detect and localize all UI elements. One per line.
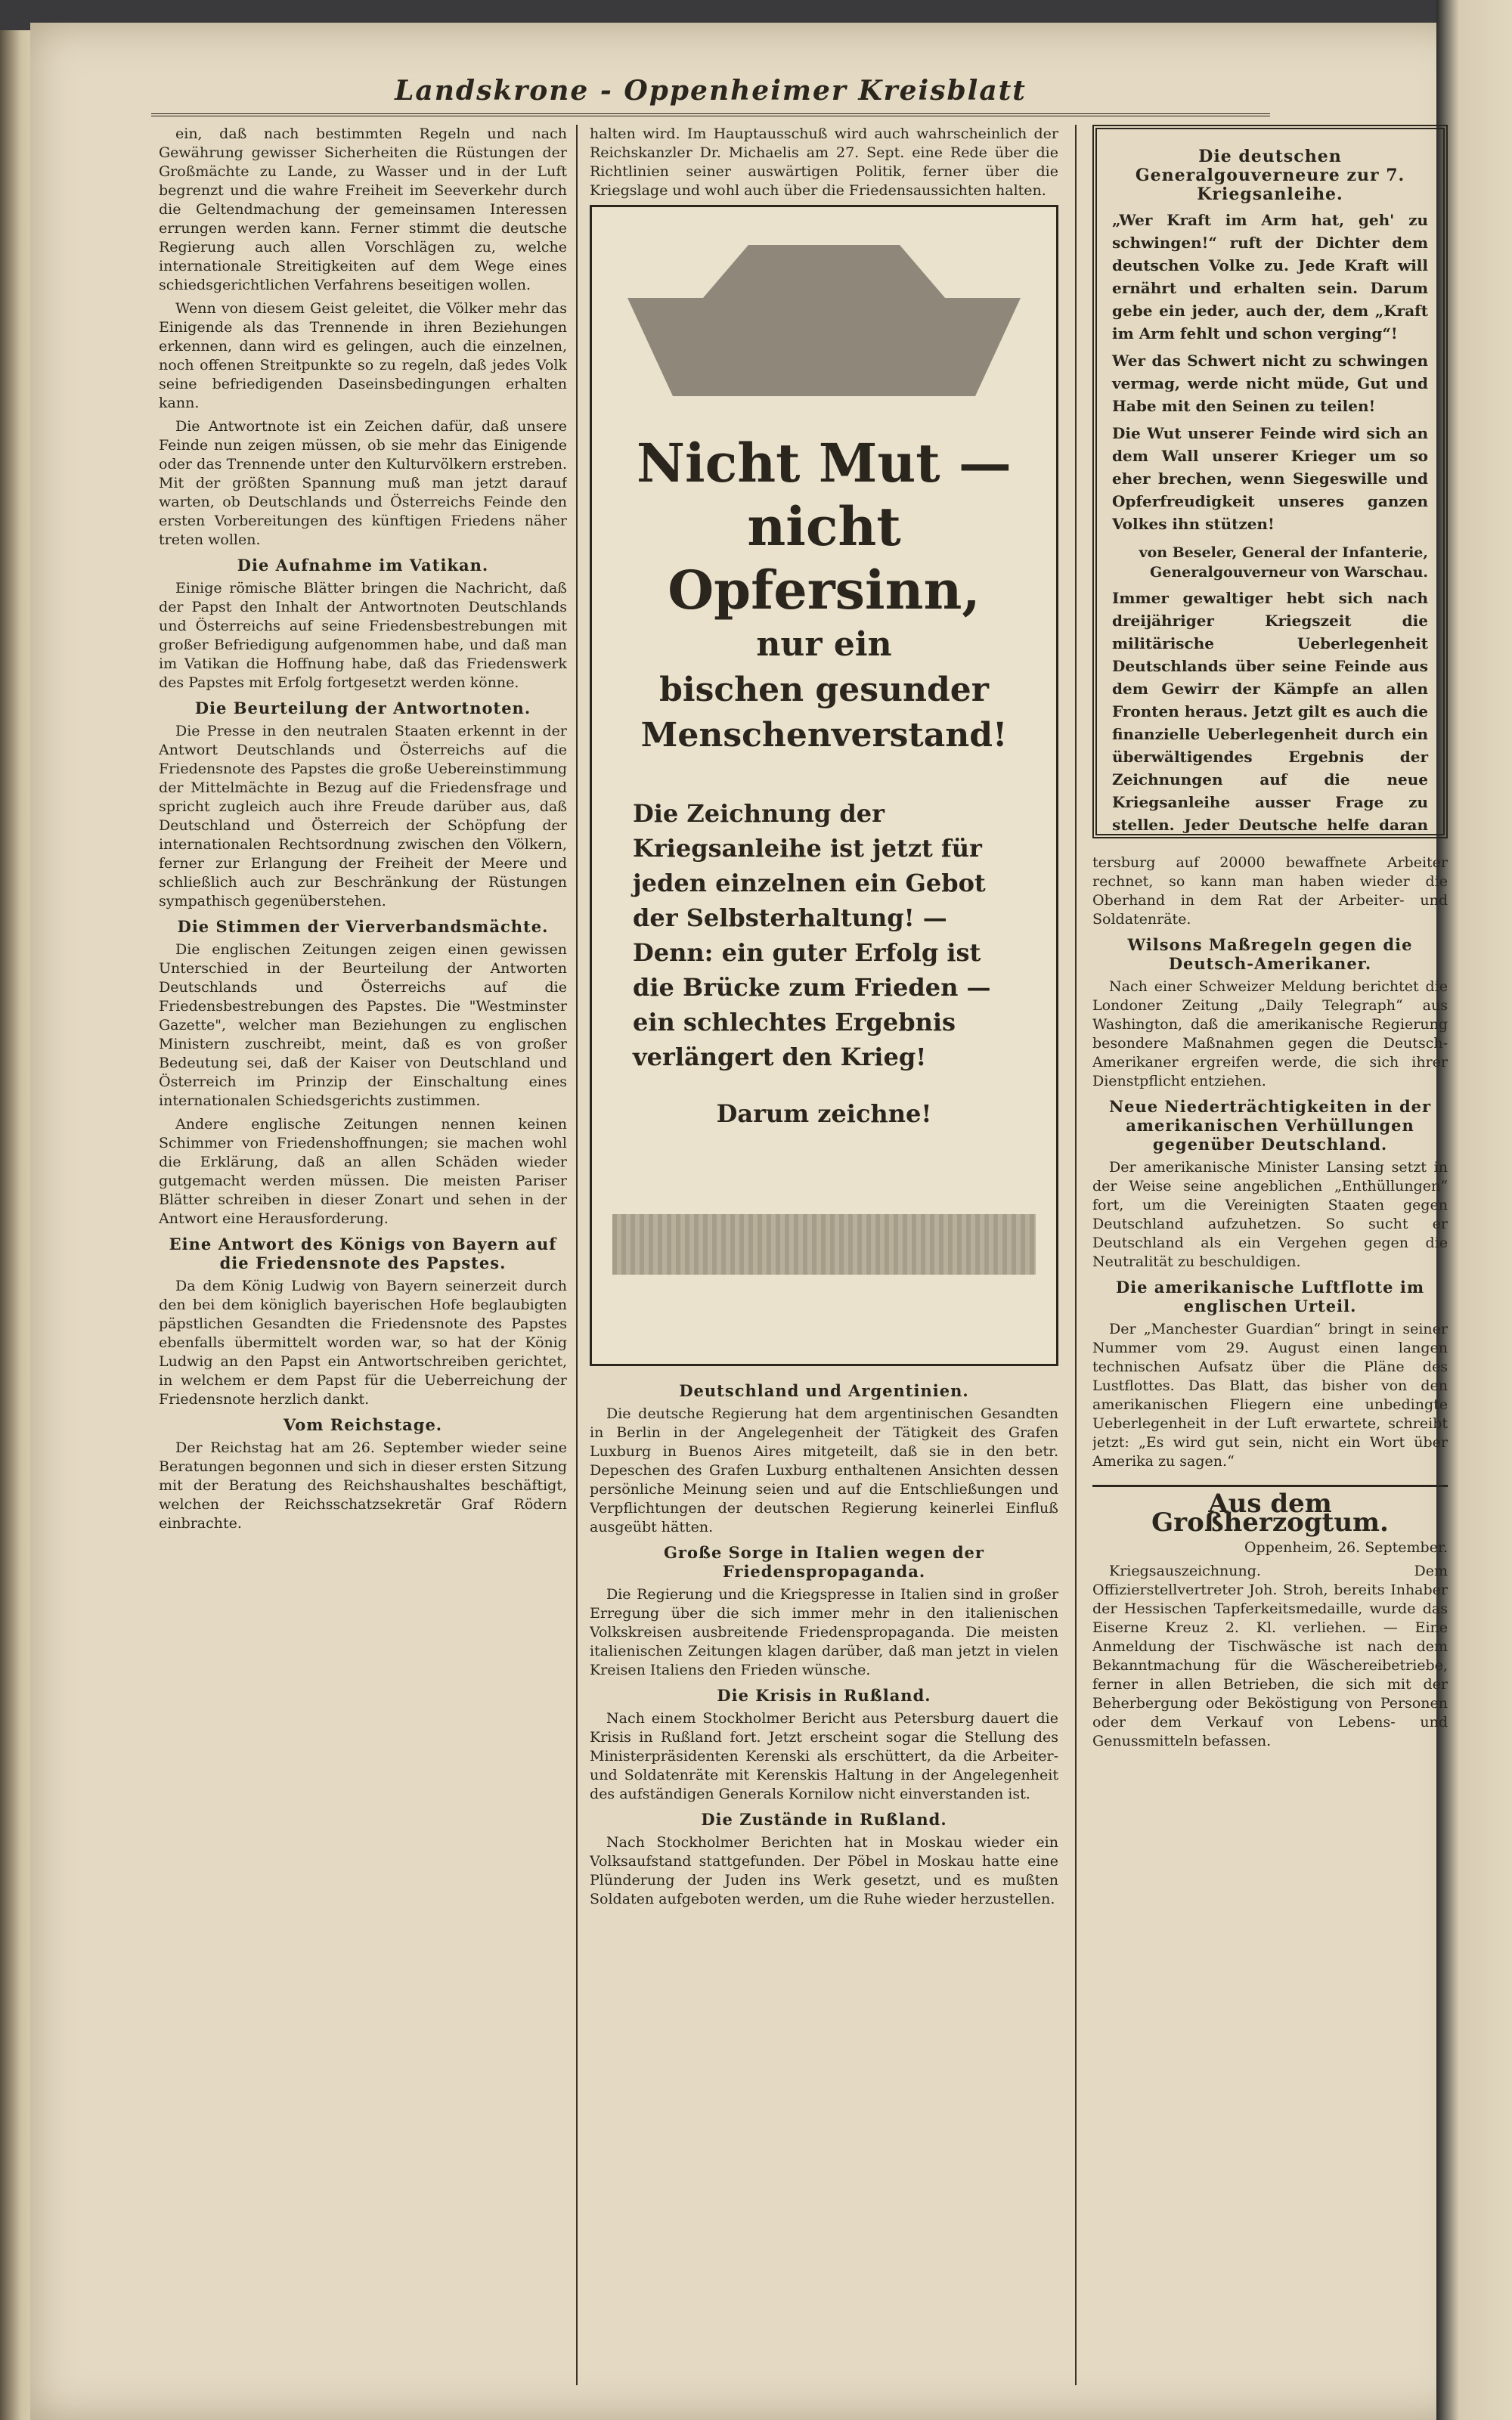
column-rule (1075, 125, 1077, 2385)
box-paragraph: Immer gewaltiger hebt sich nach dreijähriger Kriegszeit die militärische Ueberlegenheit Deutschlands über seine Feinde aus dem Gewirr der Kämpfe an allen Fronten heraus. Jetzt gilt es auch die finanzielle Ueberlegenheit durch ein überwältigendes Ergebnis der Zeichnungen auf die neue Kriegsanleihe ausser Frage zu stellen. Jeder Deutsche helfe daran (1112, 589, 1428, 834)
section-heading: Die amerikanische Luftflotte im englischen Urteil. (1115, 1278, 1425, 1315)
war-bond-advertisement (590, 205, 1058, 1366)
masthead (151, 68, 1270, 116)
box-signature: von Beseler, General der Infanterie, Generalgouverneur von Warschau. (1139, 544, 1428, 581)
section-heading: Eine Antwort des Königs von Bayern auf die Friedensnote des Papstes. (169, 1235, 557, 1272)
section-heading: Die Zustände in Rußland. (701, 1810, 947, 1829)
ad-bottom-bar (612, 1214, 1036, 1275)
ad-headline: Nicht Mut — (637, 432, 1012, 494)
article-paragraph: Die englischen Zeitungen zeigen einen gewissen Unterschied in der Beurteilung der Antworten Deutschlands und Österreichs auf die Friedensbestrebungen des Papstes. Die "Westminster Gazette", welcher man Beziehungen zu englischen Ministern zuschreibt, meint, daß es von großer Bedeutung sei, daß der Kaiser von Deutschland und Österreich im Prinzip der Einschaltung eines internationalen Schiedsgerichts zustimmen. (159, 941, 567, 1109)
column-right (1092, 125, 1448, 2385)
article-paragraph: Die Presse in den neutralen Staaten erkennt in der Antwort Deutschlands und Österreichs auf die Friedensnote des Papstes die große Uebereinstimmung der Mittelmächte in Bezug auf die Friedensfrage und spricht zugleich auch ihre Freude darüber aus, daß Deutschland und Österreich der Schöpfung der internationalen Rechtsordnung zwischen den Völkern, ferner zur Erlangung der Freiheit der Meere und schließlich auch zur Beschränkung der Rüstungen sympathisch gegenüberstehen. (159, 723, 567, 909)
column-rule (576, 125, 578, 2385)
section-heading: Vom Reichstage. (283, 1415, 443, 1434)
section-heading: Die Krisis in Rußland. (717, 1686, 931, 1705)
ad-call-to-action: Darum zeichne! (716, 1099, 932, 1128)
box-paragraph: „Wer Kraft im Arm hat, geh' zu schwingen!“ ruft der Dichter dem deutschen Volke zu. Jede Kraft will ernährt und erhalten sein. Darum gebe ein jeder, auch der, dem „Kraft im Arm fehlt und schon verging“! (1112, 211, 1428, 342)
section-heading: Große Sorge in Italien wegen der Friedenspropaganda. (664, 1543, 984, 1581)
ad-body: Die Zeichnung der Kriegsanleihe ist jetzt für jeden einzelnen ein Gebot der Selbsterhaltung! — Denn: ein guter Erfolg ist die Brücke zum Frieden — ein schlechtes Ergebnis verlängert den Krieg! (633, 799, 991, 1071)
box-paragraph: Wer das Schwert nicht zu schwingen vermag, werde nicht müde, Gut und Habe mit den Seinen zu teilen! (1112, 352, 1428, 415)
section-heading: Deutschland und Argentinien. (679, 1381, 969, 1400)
article-paragraph: tersburg auf 20000 bewaffnete Arbeiter rechnet, so kann man haben wieder die Oberhand in dem Rat der Arbeiter- und Soldatenräte. (1092, 854, 1448, 928)
ad-subheadline: Menschenverstand! (640, 716, 1008, 755)
article-paragraph: Nach einer Schweizer Meldung berichtet die Londoner Zeitung „Daily Telegraph“ aus Washington, daß die amerikanische Regierung besondere Maßnahmen gegen die Deutsch-Amerikaner ergreifen werde, die sich ihrer Dienstpflicht entziehen. (1092, 978, 1448, 1089)
article-paragraph: Wenn von diesem Geist geleitet, die Völker mehr das Einigende als das Trennende in ihren Beziehungen erkennen, dann wird es gelingen, auch die einzelnen, noch offenen Streitpunkte so zu regeln, daß jedes Volk seine befriedigenden Daseinsbedingungen erhalten kann. (159, 300, 567, 411)
article-paragraph: Einige römische Blätter bringen die Nachricht, daß der Papst den Inhalt der Antwortnoten Deutschlands und Österreichs auf seine Friedensbestrebungen mit großer Befriedigung aufgenommen habe, und daß man im Vatikan die Hoffnung habe, daß das Friedenswerk des Papstes mit Erfolg fortgesetzt werden könne. (159, 580, 567, 691)
box-paragraph: Die Wut unserer Feinde wird sich an dem Wall unserer Krieger um so eher brechen, wenn Siegeswille und Opferfreudigkeit unseres ganzen Volkes ihn stützen! (1112, 424, 1428, 533)
section-heading: Die Aufnahme im Vatikan. (237, 556, 489, 575)
governors-appeal-box (1092, 125, 1448, 838)
section-heading: Die Stimmen der Vierverbandsmächte. (177, 917, 549, 936)
article-paragraph: Die Antwortnote ist ein Zeichen dafür, daß unsere Feinde nun zeigen müssen, ob sie mehr das Einigende oder das Trennende unter den Kulturvölkern erstreben. Mit der größten Spannung muß man jetzt darauf warten, ob Deutschlands und Österreichs Feinde den ersten Vorbereitungen des künftigen Friedens näher treten wollen. (159, 418, 567, 548)
region-heading: Aus dem Großherzogtum. (1092, 1485, 1448, 1532)
article-paragraph: Der Reichstag hat am 26. September wieder seine Beratungen begonnen und sich in dieser ersten Sitzung mit der Beratung des Reichshaushaltes beschäftigt, welchen der Reichsschatzsekretär Graf Rödern einbrachte. (159, 1439, 567, 1532)
article-paragraph: halten wird. Im Hauptausschuß wird auch wahrscheinlich der Reichskanzler Dr. Michaelis am 27. Sept. eine Rede über die Richtlinien seiner auswärtigen Politik, ferner über die Kriegslage und wohl auch über die Friedensaussichten halten. (590, 125, 1058, 199)
dateline: Oppenheim, 26. September. (1244, 1539, 1448, 1556)
article-paragraph: Die Regierung und die Kriegspresse in Italien sind in großer Erregung über die sich immer mehr in den italienischen Volkskreisen ausbreitende Friedenspropaganda. Die meisten italienischen Zeitungen klagen darüber, daß man jetzt in vielen Kreisen Italiens den Frieden wünsche. (590, 1586, 1058, 1678)
column-middle (590, 125, 1058, 2385)
article-paragraph: Nach einem Stockholmer Bericht aus Petersburg dauert die Krisis in Rußland fort. Jetzt erscheint sogar die Stellung des Ministerpräsidenten Kerenski als erschüttert, da die Arbeiter- und Soldatenräte mit Kerenskis Haltung in der Angelegenheit des aufständigen Generals Kornilow nicht einverstanden ist. (590, 1710, 1058, 1802)
ad-headline: nicht Opfersinn, (668, 495, 981, 621)
article-paragraph: Andere englische Zeitungen nennen keinen Schimmer von Friedenshoffnungen; sie machen wohl die Erklärung, daß an allen Schäden wieder gutgemacht werden müssen. Die meisten Pariser Blätter schreiben in dieser Zonart und sehen in der Antwort eine Herausforderung. (159, 1116, 567, 1227)
box-heading: Die deutschen Generalgouverneure zur 7. Kriegsanleihe. (1135, 147, 1405, 204)
article-paragraph: Kriegsauszeichnung. Dem Offizierstellvertreter Joh. Stroh, bereits Inhaber der Hessischen Tapferkeitsmedaille, wurde das Eiserne Kreuz 2. Kl. verliehen. — Eine Anmeldung der Tischwäsche ist nach dem Bekanntmachung für die Wäschereibetriebe, ferner in allen Betrieben, die sich mit der Beherbergung oder Beköstigung von Personen oder dem Verkauf von Lebens- und Genussmitteln befassen. (1092, 1563, 1448, 1749)
masthead-title: Landskrone - Oppenheimer Kreisblatt (395, 75, 1027, 107)
column-left (159, 125, 567, 2385)
facing-page-edge (1436, 0, 1512, 2420)
article-paragraph: Da dem König Ludwig von Bayern seinerzeit durch den bei dem königlich bayerischen Hofe beglaubigten päpstlichen Gesandten die Friedensnote des Papstes ebenfalls übermittelt worden war, so hat der König Ludwig an den Papst ein Antwortschreiben gerichtet, in welchem er dem Papst für die Ueberreichung der Friedensnote herzlich dankt. (159, 1278, 567, 1408)
ad-subheadline: bischen gesunder (659, 671, 989, 709)
crown-icon (627, 245, 1021, 396)
article-paragraph: Der „Manchester Guardian“ bringt in seiner Nummer vom 29. August einen langen technischen Aufsatz über die Pläne des Lustflottes. Das Blatt, das bisher von den amerikanischen Fliegern eine unbedingte Ueberlegenheit in der Luft erwartete, schreibt jetzt: „Es wird gut sein, nicht ein Wort über Amerika zu sagen.“ (1092, 1321, 1448, 1470)
article-paragraph: ein, daß nach bestimmten Regeln und nach Gewährung gewisser Sicherheiten die Rüstungen der Großmächte zu Lande, zu Wasser und in der Luft begrenzt und die wahre Freiheit im Seeverkehr durch die Geltendmachung der gemeinsamen Interessen errungen werden kann. Ferner stimmt die deutsche Regierung auch allen Vorschlägen zu, welche internationale Streitigkeiten auf dem Wege eines schiedsgerichtlichen Verfahrens beseitigen wollen. (159, 125, 567, 293)
article-paragraph: Nach Stockholmer Berichten hat in Moskau wieder ein Volksaufstand stattgefunden. Der Pöbel in Moskau hatte eine Plünderung der Juden ins Werk gesetzt, und es mußten Soldaten aufgeboten werden, um die Ruhe wieder herzustellen. (590, 1834, 1058, 1907)
section-heading: Neue Niederträchtigkeiten in der amerikanischen Verhüllungen gegenüber Deutschland. (1108, 1097, 1432, 1154)
ad-subheadline: nur ein (756, 625, 892, 664)
article-paragraph: Die deutsche Regierung hat dem argentinischen Gesandten in Berlin in der Angelegenheit der Tätigkeit des Grafen Luxburg in Buenos Aires mitgeteilt, daß sie in den betr. Depeschen des Grafen Luxburg enthaltenen Ansichten dessen persönliche Meinung seien und auf die Entschließungen und Verpflichtungen der deutschen Regierung keinerlei Einfluß ausgeübt hätten. (590, 1405, 1058, 1535)
section-heading: Wilsons Maßregeln gegen die Deutsch-Amerikaner. (1127, 935, 1413, 973)
section-heading: Die Beurteilung der Antwortnoten. (194, 699, 531, 717)
article-paragraph: Der amerikanische Minister Lansing setzt in der Weise seine angeblichen „Enthüllungen“ fort, um die Vereinigten Staaten gegen Deutschland aufzuhetzen. So sucht er Deutschland als ein Vergehen gegen die Neutralität zu beschuldigen. (1092, 1159, 1448, 1270)
